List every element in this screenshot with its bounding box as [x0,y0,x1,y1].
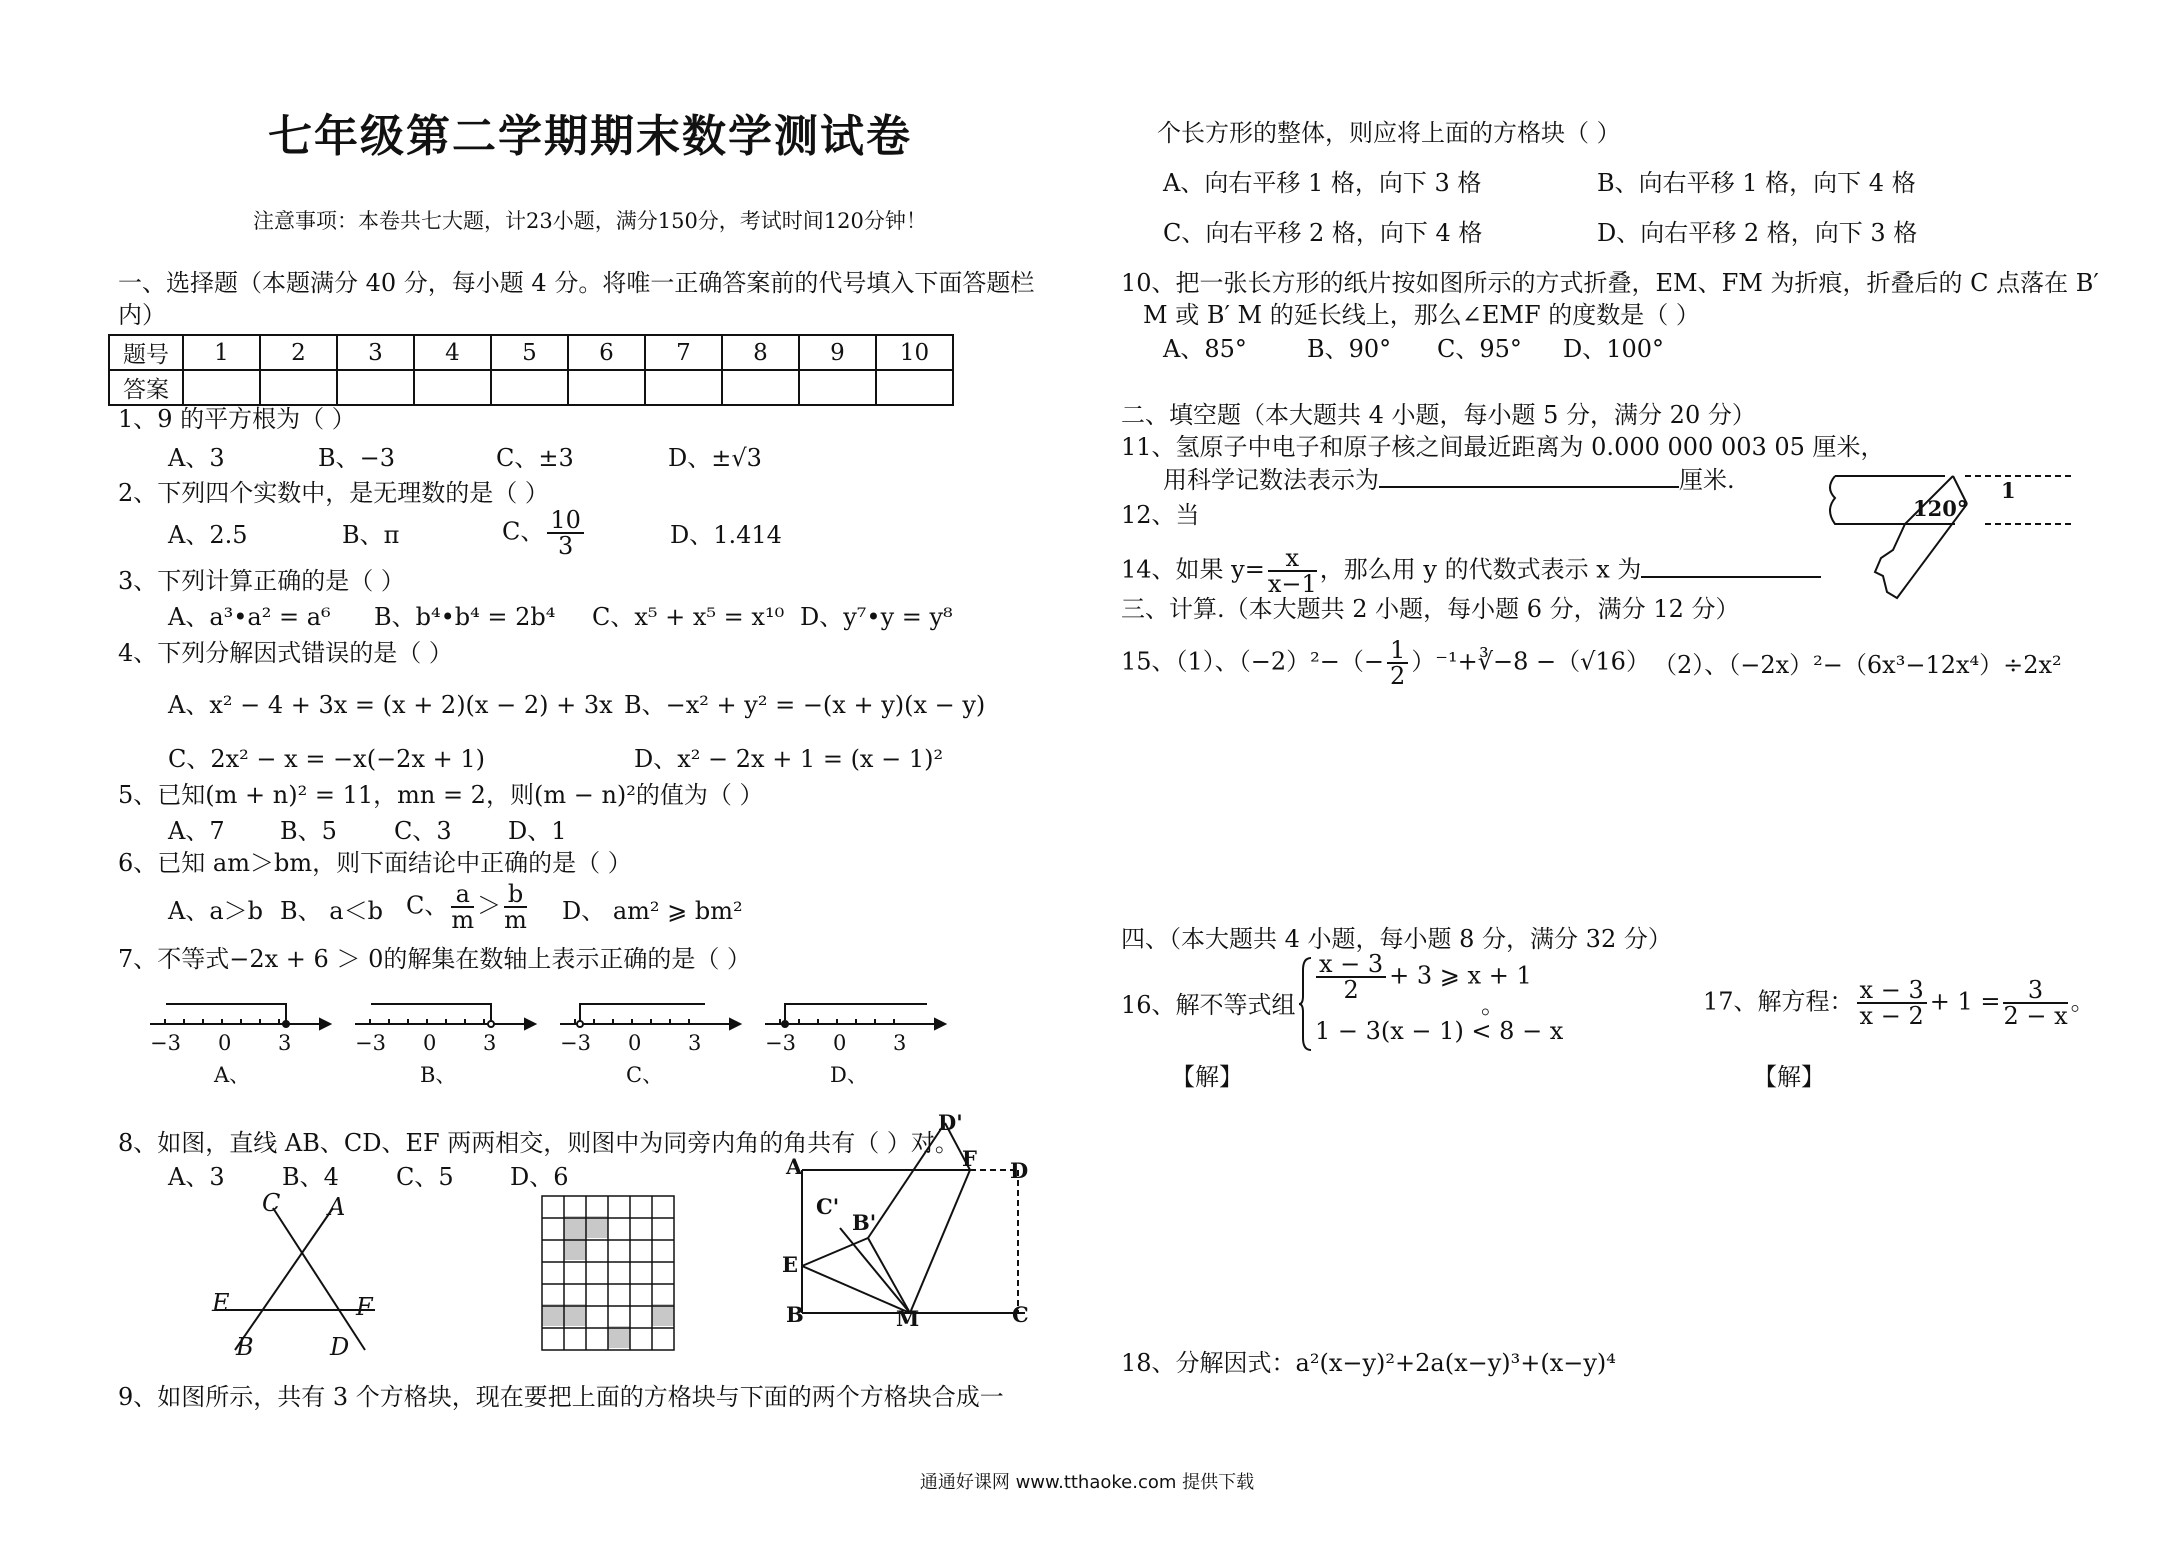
q8-label-f: F [356,1293,373,1321]
table-number-cell: 5 [491,335,568,370]
q10-label-bprime: B' [852,1210,877,1235]
q16-ineq1-rest: + 3 ⩾ x + 1 [1389,961,1532,990]
q14-suffix: ，那么用 y 的代数式表示 x 为 [1319,555,1642,584]
q1-option-d: D、±√3 [668,444,762,472]
q6-option-a: A、a＞b [168,897,264,925]
q6-c-prefix: C、 [406,891,449,920]
q8-stem: 8、如图，直线 AB、CD、EF 两两相交，则图中为同旁内角的角共有（ ）对。 [118,1129,959,1157]
q9-option-a: A、向右平移 1 格，向下 3 格 [1163,169,1482,197]
fraction-numerator: a [451,882,474,908]
fraction [2003,978,2067,1028]
q9-grid-figure [542,1196,682,1352]
q2-option-c [502,508,587,558]
answer-cell[interactable] [337,370,414,405]
q2-option-b: B、π [342,521,400,549]
q9-option-b: B、向右平移 1 格，向下 4 格 [1597,169,1916,197]
table-header-cell: 答案 [109,370,183,405]
answer-cell[interactable] [645,370,722,405]
fraction [1387,638,1408,688]
q4-stem: 4、下列分解因式错误的是（ ） [118,639,453,667]
fraction-denominator: x − 2 [1859,1002,1924,1030]
q7-option-b: B、 [420,1063,457,1087]
fraction-numerator: 3 [2003,978,2067,1004]
table-number-cell: 1 [183,335,260,370]
q17-prefix: 17、解方程： [1703,987,1854,1016]
tick-label: 3 [278,1031,292,1055]
tick-label: 3 [483,1031,497,1055]
q8-label-d: D [330,1333,350,1361]
q5-option-a: A、7 [168,817,225,845]
q8-option-a: A、3 [168,1163,225,1191]
tick-label: −3 [150,1031,181,1055]
q10-label-d: D [1010,1158,1029,1183]
q7-option-d: D、 [830,1063,868,1087]
q3-option-d: D、y⁷•y = y⁸ [800,603,953,631]
q3-stem: 3、下列计算正确的是（ ） [118,567,405,595]
fraction-denominator: 2 − x [2003,1002,2068,1030]
q2-c-prefix: C、 [502,517,545,546]
number-line-c [560,1004,740,1029]
fraction-denominator: 2 [1343,976,1359,1004]
answer-cell[interactable] [414,370,491,405]
q16-answer-label: 【解】 [1171,1063,1243,1091]
q4-option-c: C、2x² − x = −x(−2x + 1) [168,745,485,773]
q5-option-c: C、3 [394,817,452,845]
tick-label: 0 [628,1031,642,1055]
answer-table [108,334,954,406]
q6-option-b: B、 a＜b [280,897,383,925]
q15-part1 [1121,638,1650,688]
tick-label: 0 [423,1031,437,1055]
q1-option-c: C、±3 [496,444,574,472]
fraction-numerator: x [1268,546,1317,572]
section3-heading: 三、计算.（本大题共 2 小题，每小题 6 分，满分 12 分） [1121,595,1740,623]
fraction-denominator: 3 [558,532,574,560]
tick-label: −3 [765,1031,796,1055]
section1-heading: 一、选择题（本题满分 40 分，每小题 4 分。将唯一正确答案前的代号填入下面答题栏 [118,269,1035,297]
q14-answer-blank[interactable] [1641,576,1821,578]
q2-option-a: A、2.5 [168,521,248,549]
fraction-denominator: m [451,906,475,934]
q10-option-d: D、100° [1563,335,1665,363]
answer-cell[interactable] [799,370,876,405]
q10-label-f: F [962,1146,977,1171]
greater-than: ＞ [477,891,502,920]
tick-label: −3 [355,1031,386,1055]
section4-heading: 四、（本大题共 4 小题，每小题 8 分，满分 32 分） [1121,925,1672,953]
number-line-a [150,1004,330,1029]
q15-part1-a: 15、（1）、（−2）²−（− [1121,647,1385,676]
page-footer: 通通好课网 www.tthaoke.com 提供下载 [919,1472,1255,1493]
q10-label-m: M [896,1306,920,1331]
section1-heading-cont: 内） [118,301,166,329]
q7-option-c: C、 [626,1063,664,1087]
q9-stem-cont: 个长方形的整体，则应将上面的方格块（ ） [1157,119,1621,147]
q17-equation [1703,978,2095,1028]
q9-option-d: D、向右平移 2 格，向下 3 格 [1597,219,1918,247]
table-number-cell: 10 [876,335,953,370]
q12-stem: 12、当 [1121,501,1200,529]
q3-option-c: C、x⁵ + x⁵ = x¹⁰ [592,603,785,631]
fraction-denominator: m [504,906,527,934]
table-number-cell: 7 [645,335,722,370]
table-number-cell: 9 [799,335,876,370]
q8-option-c: C、5 [396,1163,454,1191]
system-brace [1299,956,1313,1052]
q12-angle-mark: 1 [2001,478,2016,503]
answer-cell[interactable] [491,370,568,405]
q8-figure [205,1190,405,1360]
table-number-cell: 3 [337,335,414,370]
q14-prefix: 14、如果 y= [1121,555,1265,584]
q5-option-d: D、1 [508,817,567,845]
q10-label-c: C [1012,1302,1029,1327]
fraction [1268,546,1317,596]
q16-prefix: 16、解不等式组 [1121,991,1296,1019]
q6-stem: 6、已知 am＞bm，则下面结论中正确的是（ ） [118,849,632,877]
fraction-denominator: 2 [1390,662,1406,690]
q3-option-b: B、b⁴•b⁴ = 2b⁴ [374,603,556,631]
tick-label: 0 [218,1031,232,1055]
q5-option-b: B、5 [280,817,337,845]
q15-part2: （2）、（−2x）²−（6x³−12x⁴）÷2x² [1653,651,2062,679]
q11-line1: 11、氢原子中电子和原子核之间最近距离为 0.000 000 003 05 厘米， [1121,433,1885,461]
answer-cell[interactable] [722,370,799,405]
q3-option-a: A、a³•a² = a⁶ [168,603,331,631]
fraction [504,882,527,932]
q4-option-a: A、x² − 4 + 3x = (x + 2)(x − 2) + 3x [168,691,613,719]
q6-option-c [406,882,530,932]
fraction-numerator: x − 3 [1857,978,1927,1004]
fraction-numerator: x − 3 [1316,952,1386,978]
q17-end: 。 [2070,987,2095,1016]
q8-label-a: A [328,1193,346,1221]
answer-cell[interactable] [183,370,260,405]
q10-option-a: A、85° [1163,335,1247,363]
q16-end: 。 [1481,991,1505,1019]
q17-answer-label: 【解】 [1753,1063,1825,1091]
exam-notice: 注意事项：本卷共七大题，计23小题，满分150分，考试时间120分钟！ [253,209,927,233]
table-row [109,335,953,370]
q14-stem [1121,546,1821,596]
q6-option-d: D、 am² ⩾ bm² [562,897,743,925]
q8-label-b: B [236,1333,254,1361]
q7-stem: 7、不等式−2x + 6 ＞ 0的解集在数轴上表示正确的是（ ） [118,945,751,973]
q4-option-d: D、x² − 2x + 1 = (x − 1)² [634,745,944,773]
number-line-d [765,1004,945,1029]
q8-option-b: B、4 [282,1163,339,1191]
q11-line2 [1163,465,1735,495]
fraction [451,882,474,932]
q7-option-a: A、 [214,1063,251,1087]
fraction [547,508,584,558]
table-number-cell: 4 [414,335,491,370]
q11-answer-blank[interactable] [1379,486,1679,488]
tick-label: 0 [833,1031,847,1055]
fraction [1316,952,1386,1002]
q16-ineq2: 1 − 3(x − 1) < 8 − x [1315,1017,1564,1045]
answer-cell[interactable] [876,370,953,405]
q10-label-dprime: D' [938,1110,963,1135]
number-line-b [355,1004,535,1029]
right-column [1087,0,2174,1565]
q10-label-b: B [786,1302,804,1327]
fraction [1857,978,1927,1028]
q4-option-b: B、−x² + y² = −(x + y)(x − y) [624,691,986,719]
q10-stem: 10、把一张长方形的纸片按如图所示的方式折叠，EM、FM 为折痕，折叠后的 C 点落在 B′ [1121,269,2099,297]
q9-option-c: C、向右平移 2 格，向下 4 格 [1163,219,1483,247]
answer-cell[interactable] [568,370,645,405]
tick-label: 3 [688,1031,702,1055]
q10-option-b: B、90° [1307,335,1392,363]
tick-label: −3 [560,1031,591,1055]
q1-stem: 1、9 的平方根为（ ） [118,405,356,433]
q10-label-e: E [782,1252,799,1277]
q1-option-a: A、3 [168,444,225,472]
q2-option-d: D、1.414 [670,521,782,549]
q10-label-cprime: C' [816,1194,840,1219]
q8-label-c: C [262,1189,281,1217]
fraction-numerator: b [504,882,527,908]
q15-part1-b: ）⁻¹+∛−8 −（√16） [1411,647,1650,676]
q5-stem: 5、已知(m + n)² = 11，mn = 2，则(m − n)²的值为（ ） [118,781,764,809]
fraction-numerator: 10 [547,508,584,534]
section2-heading: 二、填空题（本大题共 4 小题，每小题 5 分，满分 20 分） [1121,401,1756,429]
table-number-cell: 8 [722,335,799,370]
q2-stem: 2、下列四个实数中，是无理数的是（ ） [118,479,549,507]
q11-suffix: 厘米. [1679,466,1735,494]
table-row [109,370,953,405]
q18-stem: 18、分解因式：a²(x−y)²+2a(x−y)³+(x−y)⁴ [1121,1349,1616,1377]
fraction-denominator: x−1 [1267,570,1317,598]
q12-figure [1825,468,2085,608]
q8-option-d: D、6 [510,1163,569,1191]
q12-angle-label: 120° [1913,496,1968,521]
q1-option-b: B、−3 [318,444,396,472]
tick-label: 3 [893,1031,907,1055]
table-header-cell: 题号 [109,335,183,370]
q8-label-e: E [212,1289,230,1317]
answer-cell[interactable] [260,370,337,405]
q17-mid: + 1 = [1929,987,2001,1016]
q10-label-a: A [786,1154,803,1179]
q11-prefix: 用科学记数法表示为 [1163,466,1379,494]
table-number-cell: 2 [260,335,337,370]
fraction-numerator: 1 [1387,638,1408,664]
exam-title: 七年级第二学期期末数学测试卷 [268,111,912,162]
q10-option-c: C、95° [1437,335,1522,363]
table-number-cell: 6 [568,335,645,370]
q10-stem-cont: M 或 B′ M 的延长线上，那么∠EMF 的度数是（ ） [1143,301,1700,329]
q9-stem: 9、如图所示，共有 3 个方格块，现在要把上面的方格块与下面的两个方格块合成一 [118,1383,1004,1411]
